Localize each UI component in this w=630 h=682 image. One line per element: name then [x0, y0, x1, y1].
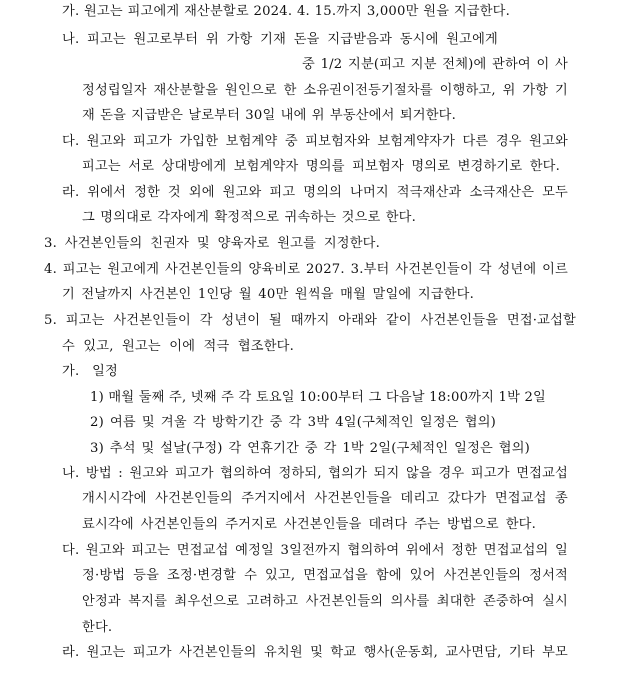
text-line: 수 있고, 원고는 이에 적극 협조한다. — [62, 339, 294, 354]
text-line: 나. 방법 : 원고와 피고가 협의하여 정하되, 협의가 되지 않을 경우 피고가 면접교섭 — [62, 466, 568, 481]
text-line: 4. 피고는 원고에게 사건본인들의 양육비로 2027. 3.부터 사건본인들이 각 성년에 이르 — [44, 262, 568, 277]
text-line: 피고는 서로 상대방에게 보험계약자 명의를 피보험자 명의로 변경하기로 한다. — [82, 159, 560, 174]
text-line: 가. 일정 — [62, 364, 118, 379]
text-line: 3. 사건본인들의 친권자 및 양육자로 원고를 지정한다. — [44, 236, 380, 251]
text-line: 1) 매월 둘째 주, 넷째 주 각 토요일 10:00부터 그 다음날 18:00까지 1박 2일 — [90, 390, 546, 405]
text-line: 라. 원고는 피고가 사건본인들의 유치원 및 학교 행사(운동회, 교사면담, 기타 부모 — [62, 645, 568, 660]
text-line: 나. 피고는 원고로부터 위 가항 기재 돈을 지급받음과 동시에 원고에게 — [62, 32, 498, 47]
text-line: 다. 원고와 피고가 가입한 보험계약 중 피보험자와 보험계약자가 다른 경우 원고와 — [62, 134, 568, 149]
text-line: 개시시각에 사건본인들의 주거지에서 사건본인들을 데리고 갔다가 면접교섭 종 — [82, 491, 568, 506]
text-line: 중 1/2 지분(피고 지분 전체)에 관하여 이 사 — [302, 57, 568, 72]
text-line: 2) 여름 및 겨울 각 방학기간 중 각 3박 4일(구체적인 일정은 협의) — [90, 415, 496, 430]
text-line: 안정과 복지를 최우선으로 고려하고 사건본인들의 의사를 최대한 존중하여 실시 — [82, 594, 568, 609]
text-line: 한다. — [82, 620, 113, 635]
text-line: 3) 추석 및 설날(구정) 각 연휴기간 중 각 1박 2일(구체적인 일정은 협의) — [90, 441, 530, 456]
text-line: 재 돈을 지급받은 날로부터 30일 내에 위 부동산에서 퇴거한다. — [82, 108, 456, 123]
text-line: 기 전날까지 사건본인 1인당 월 40만 원씩을 매월 말일에 지급한다. — [62, 287, 474, 302]
text-line: 다. 원고와 피고는 면접교섭 예정일 3일전까지 협의하여 위에서 정한 면접교섭의 일 — [62, 543, 568, 558]
text-line: 정성립일자 재산분할을 원인으로 한 소유권이전등기절차를 이행하고, 위 가항 기 — [82, 83, 568, 98]
text-line: 정·방법 등을 조정·변경할 수 있고, 면접교섭을 함에 있어 사건본인들의 정서적 — [82, 568, 568, 583]
text-line: 5. 피고는 사건본인들이 각 성년이 될 때까지 아래와 같이 사건본인들을 면접·교섭할 — [44, 313, 576, 328]
text-line: 가. 원고는 피고에게 재산분할로 2024. 4. 15.까지 3,000만 원을 지급한다. — [62, 4, 510, 19]
text-line: 라. 위에서 정한 것 외에 원고와 피고 명의의 나머지 적극재산과 소극재산은 모두 — [62, 185, 568, 200]
text-line: 그 명의대로 각자에게 확정적으로 귀속하는 것으로 한다. — [82, 210, 416, 225]
text-line: 료시각에 사건본인들의 주거지로 사건본인들을 데려다 주는 방법으로 한다. — [82, 517, 536, 532]
